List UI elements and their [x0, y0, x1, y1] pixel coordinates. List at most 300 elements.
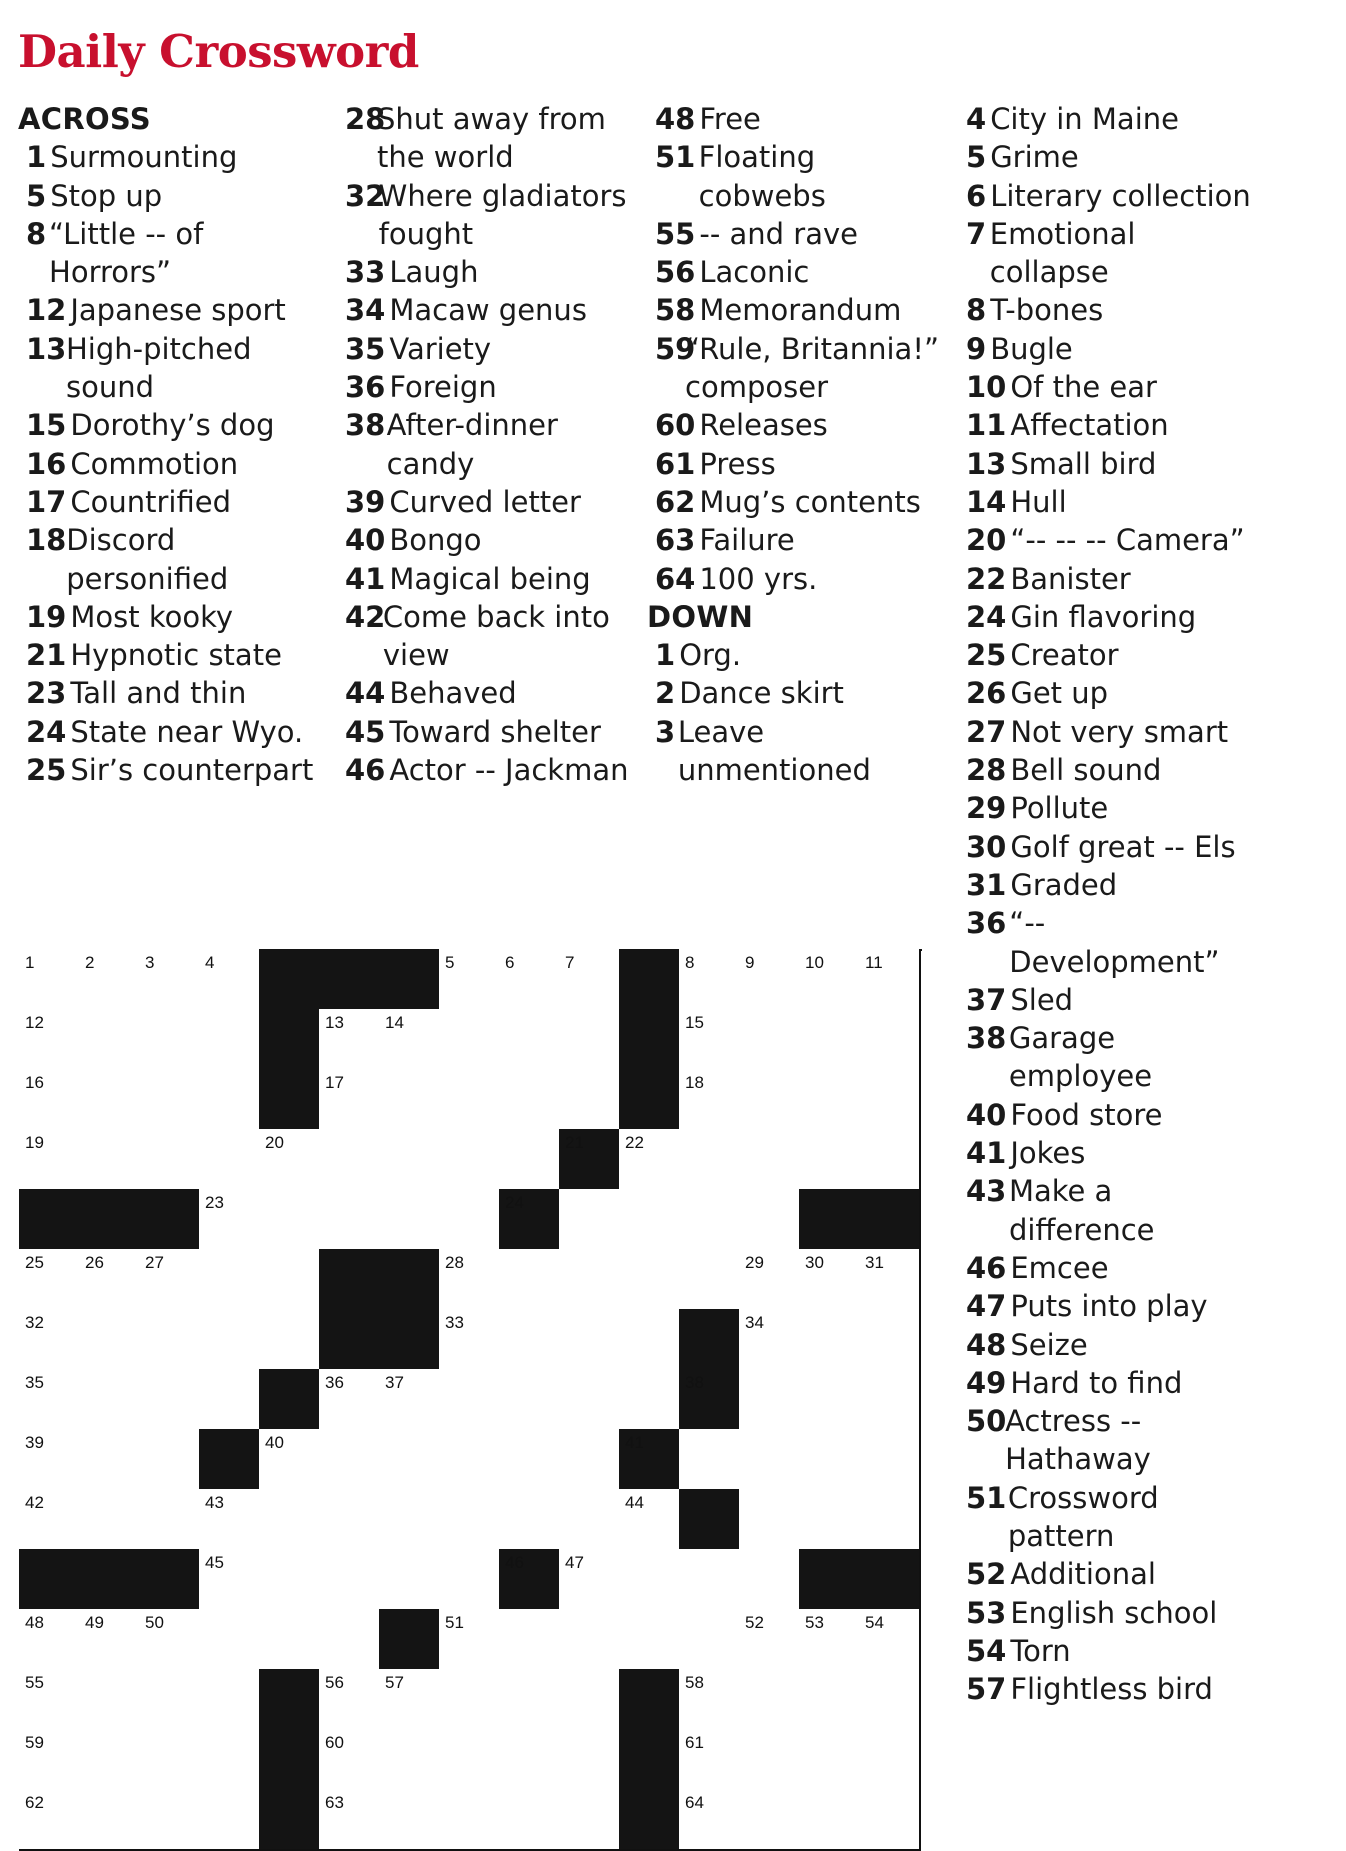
grid-cell[interactable] [559, 1189, 621, 1251]
grid-cell[interactable] [739, 1789, 801, 1851]
across-clue-24[interactable] [18, 713, 318, 751]
grid-cell[interactable] [139, 1729, 201, 1791]
grid-cell[interactable] [499, 1309, 561, 1371]
down-clue-27[interactable] [958, 713, 1258, 751]
grid-cell[interactable] [439, 1189, 501, 1251]
grid-cell[interactable] [259, 1309, 321, 1371]
grid-cell[interactable] [799, 1129, 861, 1191]
grid-cell[interactable] [139, 1069, 201, 1131]
grid-cell[interactable] [19, 1069, 81, 1131]
clue-number: 53 [966, 1595, 1007, 1630]
grid-cell[interactable] [679, 1549, 741, 1611]
across-clue-18[interactable] [18, 521, 318, 598]
down-clue-8[interactable] [958, 291, 1258, 329]
down-clue-24[interactable] [958, 598, 1258, 636]
grid-cell[interactable] [739, 1129, 801, 1191]
across-clue-12[interactable] [18, 291, 318, 329]
grid-cell[interactable] [379, 1789, 441, 1851]
across-clue-33[interactable] [337, 253, 637, 291]
grid-cell[interactable] [79, 1309, 141, 1371]
grid-cell[interactable] [319, 1669, 381, 1731]
grid-cell[interactable] [859, 1669, 921, 1731]
grid-cell[interactable] [319, 1069, 381, 1131]
down-clue-52[interactable] [958, 1555, 1258, 1593]
grid-cell[interactable] [19, 1309, 81, 1371]
down-clue-51[interactable] [958, 1479, 1258, 1556]
grid-cell[interactable] [319, 1369, 381, 1431]
grid-cell[interactable] [559, 1429, 621, 1491]
down-clue-14[interactable] [958, 483, 1258, 521]
grid-cell[interactable] [559, 1549, 621, 1611]
black-square [619, 1789, 681, 1851]
grid-cell[interactable] [139, 1369, 201, 1431]
grid-cell[interactable] [79, 1249, 141, 1311]
grid-cell[interactable] [259, 1249, 321, 1311]
grid-cell[interactable] [739, 1549, 801, 1611]
grid-cell[interactable] [139, 949, 201, 1011]
clue-text: “-- Development” [1009, 906, 1220, 979]
grid-cell[interactable] [79, 949, 141, 1011]
grid-cell[interactable] [79, 1009, 141, 1071]
grid-cell[interactable] [499, 1069, 561, 1131]
across-clue-25[interactable] [18, 751, 318, 789]
across-clue-62[interactable] [647, 483, 947, 521]
down-clue-26[interactable] [958, 674, 1258, 712]
clue-column-3 [647, 100, 947, 789]
grid-cell[interactable] [799, 1369, 861, 1431]
grid-cell[interactable] [439, 1429, 501, 1491]
across-clue-5[interactable] [18, 177, 318, 215]
grid-cell[interactable] [679, 1669, 741, 1731]
across-clue-58[interactable] [647, 291, 947, 329]
grid-cell[interactable] [379, 1129, 441, 1191]
down-clue-47[interactable] [958, 1287, 1258, 1325]
grid-cell[interactable] [319, 1489, 381, 1551]
across-clue-16[interactable] [18, 445, 318, 483]
grid-cell[interactable] [139, 1129, 201, 1191]
cell-number: 55 [25, 1673, 44, 1692]
grid-cell[interactable] [679, 1129, 741, 1191]
grid-cell[interactable] [799, 1069, 861, 1131]
down-clue-22[interactable] [958, 560, 1258, 598]
grid-cell[interactable] [619, 1189, 681, 1251]
grid-cell[interactable] [19, 1129, 81, 1191]
grid-cell[interactable] [379, 1189, 441, 1251]
grid-cell[interactable] [799, 1609, 861, 1671]
grid-cell[interactable] [199, 1309, 261, 1371]
grid-cell[interactable] [439, 1369, 501, 1431]
grid-cell[interactable] [379, 1489, 441, 1551]
across-clue-39[interactable] [337, 483, 637, 521]
grid-cell[interactable] [739, 1189, 801, 1251]
grid-cell[interactable] [859, 1309, 921, 1371]
across-clue-64[interactable] [647, 560, 947, 598]
cell-number: 16 [25, 1073, 44, 1092]
grid-cell[interactable] [439, 1129, 501, 1191]
grid-cell[interactable] [859, 1609, 921, 1671]
grid-cell[interactable] [379, 1549, 441, 1611]
across-clue-36[interactable] [337, 368, 637, 406]
down-clue-7[interactable] [958, 215, 1258, 292]
grid-cell[interactable] [439, 1069, 501, 1131]
grid-cell[interactable] [739, 1729, 801, 1791]
clue-number: 61 [655, 446, 696, 481]
grid-cell[interactable] [859, 1129, 921, 1191]
down-clue-53[interactable] [958, 1594, 1258, 1632]
across-clue-13[interactable] [18, 330, 318, 407]
down-clue-11[interactable] [958, 406, 1258, 444]
grid-cell[interactable] [739, 1429, 801, 1491]
clue-number: 38 [345, 408, 386, 443]
grid-cell[interactable] [79, 1489, 141, 1551]
across-clue-32[interactable] [337, 177, 637, 254]
grid-cell[interactable] [199, 1369, 261, 1431]
grid-cell[interactable] [859, 1069, 921, 1131]
down-clue-48[interactable] [958, 1326, 1258, 1364]
grid-cell[interactable] [439, 1309, 501, 1371]
grid-cell[interactable] [679, 1189, 741, 1251]
clue-text: Countrified [70, 484, 231, 519]
grid-cell[interactable] [259, 1129, 321, 1191]
clue-number: 17 [26, 484, 67, 519]
across-clue-61[interactable] [647, 445, 947, 483]
grid-cell[interactable] [259, 1609, 321, 1671]
grid-cell[interactable] [679, 1249, 741, 1311]
grid-cell[interactable] [739, 1609, 801, 1671]
grid-cell[interactable] [859, 1369, 921, 1431]
grid-cell[interactable] [499, 1669, 561, 1731]
grid-cell[interactable] [559, 1729, 621, 1791]
grid-cell[interactable] [439, 1609, 501, 1671]
grid-cell[interactable] [139, 1669, 201, 1731]
grid-cell[interactable] [319, 1729, 381, 1791]
grid-cell[interactable] [19, 1669, 81, 1731]
grid-cell[interactable] [259, 1429, 321, 1491]
grid-cell[interactable] [439, 1549, 501, 1611]
across-clue-51[interactable] [647, 138, 947, 215]
grid-cell[interactable] [139, 1309, 201, 1371]
down-clue-28[interactable] [958, 751, 1258, 789]
grid-cell[interactable] [499, 1129, 561, 1191]
clue-text: After-dinner candy [386, 408, 558, 481]
down-clue-54[interactable] [958, 1632, 1258, 1670]
down-clue-13[interactable] [958, 445, 1258, 483]
grid-cell[interactable] [739, 1069, 801, 1131]
grid-cell[interactable] [799, 1669, 861, 1731]
grid-cell[interactable] [739, 1669, 801, 1731]
grid-cell[interactable] [319, 1609, 381, 1671]
cell-number: 22 [625, 1133, 644, 1152]
down-clue-6[interactable] [958, 177, 1258, 215]
grid-cell[interactable] [859, 1489, 921, 1551]
across-clue-40[interactable] [337, 521, 637, 559]
grid-cell[interactable] [439, 1009, 501, 1071]
clue-text: Commotion [70, 446, 239, 481]
grid-cell[interactable] [79, 1609, 141, 1671]
across-clue-1[interactable] [18, 138, 318, 176]
grid-cell[interactable] [139, 1249, 201, 1311]
grid-cell[interactable] [19, 949, 81, 1011]
grid-cell[interactable] [739, 949, 801, 1011]
cell-number: 10 [805, 953, 824, 972]
grid-cell[interactable] [799, 1249, 861, 1311]
down-clue-36[interactable] [958, 904, 1258, 981]
down-clue-40[interactable] [958, 1096, 1258, 1134]
grid-cell[interactable] [499, 1369, 561, 1431]
down-clue-46[interactable] [958, 1249, 1258, 1287]
across-clue-56[interactable] [647, 253, 947, 291]
grid-cell[interactable] [199, 1009, 261, 1071]
clue-number: 48 [655, 102, 696, 136]
down-clue-50[interactable] [958, 1402, 1258, 1479]
across-clue-59[interactable] [647, 330, 947, 407]
grid-cell[interactable] [799, 1789, 861, 1851]
grid-cell[interactable] [379, 1729, 441, 1791]
grid-cell[interactable] [439, 1669, 501, 1731]
across-clue-8[interactable] [18, 215, 318, 292]
down-clue-38[interactable] [958, 1019, 1258, 1096]
grid-cell[interactable] [859, 1729, 921, 1791]
grid-cell[interactable] [139, 1789, 201, 1851]
grid-cell[interactable] [559, 1249, 621, 1311]
grid-cell[interactable] [499, 949, 561, 1011]
across-clue-63[interactable] [647, 521, 947, 559]
down-clue-25[interactable] [958, 636, 1258, 674]
grid-cell[interactable] [799, 1009, 861, 1071]
grid-cell[interactable] [439, 1789, 501, 1851]
grid-cell[interactable] [259, 1549, 321, 1611]
grid-cell[interactable] [19, 1429, 81, 1491]
grid-cell[interactable] [319, 1429, 381, 1491]
cell-number: 14 [385, 1013, 404, 1032]
down-clue-43[interactable] [958, 1172, 1258, 1249]
grid-cell[interactable] [19, 1369, 81, 1431]
across-clue-23[interactable] [18, 674, 318, 712]
down-clue-57[interactable] [958, 1670, 1258, 1708]
grid-cell[interactable] [859, 1009, 921, 1071]
grid-cell[interactable] [499, 1609, 561, 1671]
grid-cell[interactable] [559, 1609, 621, 1671]
grid-cell[interactable] [379, 1009, 441, 1071]
grid-cell[interactable] [559, 1489, 621, 1551]
down-clue-1[interactable] [647, 636, 947, 674]
grid-cell[interactable] [139, 1429, 201, 1491]
grid-cell[interactable] [199, 1069, 261, 1131]
grid-cell[interactable] [139, 1009, 201, 1071]
clue-text: Get up [1010, 676, 1109, 711]
grid-cell[interactable] [799, 1489, 861, 1551]
grid-cell[interactable] [199, 1789, 261, 1851]
grid-cell[interactable] [619, 1249, 681, 1311]
grid-cell[interactable] [199, 1249, 261, 1311]
grid-cell[interactable] [319, 1789, 381, 1851]
grid-cell[interactable] [79, 1369, 141, 1431]
grid-cell[interactable] [499, 1489, 561, 1551]
down-clue-5[interactable] [958, 138, 1258, 176]
grid-cell[interactable] [559, 1309, 621, 1371]
down-clue-37[interactable] [958, 981, 1258, 1019]
across-clue-41[interactable] [337, 560, 637, 598]
grid-cell[interactable] [199, 1609, 261, 1671]
grid-cell[interactable] [199, 1129, 261, 1191]
across-clue-60[interactable] [647, 406, 947, 444]
grid-cell[interactable] [19, 1609, 81, 1671]
cell-number: 19 [25, 1133, 44, 1152]
grid-cell[interactable] [79, 1069, 141, 1131]
grid-cell[interactable] [679, 949, 741, 1011]
grid-cell[interactable] [799, 949, 861, 1011]
down-clue-3[interactable] [647, 713, 947, 790]
down-clue-49[interactable] [958, 1364, 1258, 1402]
grid-cell[interactable] [619, 1309, 681, 1371]
down-clue-30[interactable] [958, 828, 1258, 866]
clue-text: Bugle [990, 331, 1073, 366]
across-clue-34[interactable] [337, 291, 637, 329]
cell-number: 33 [445, 1313, 464, 1332]
grid-cell[interactable] [679, 1069, 741, 1131]
grid-cell[interactable] [439, 1729, 501, 1791]
across-clue-48[interactable] [647, 100, 947, 138]
page-title: Daily Crossword [18, 25, 419, 78]
across-clue-45[interactable] [337, 713, 637, 751]
grid-cell[interactable] [799, 1309, 861, 1371]
grid-cell[interactable] [319, 1189, 381, 1251]
grid-cell[interactable] [859, 949, 921, 1011]
clue-number: 7 [966, 216, 987, 251]
clue-number: 38 [966, 1021, 1007, 1056]
grid-cell[interactable] [319, 1549, 381, 1611]
grid-cell[interactable] [139, 1489, 201, 1551]
grid-cell[interactable] [559, 1789, 621, 1851]
down-clue-31[interactable] [958, 866, 1258, 904]
grid-cell[interactable] [619, 1129, 681, 1191]
down-clue-9[interactable] [958, 330, 1258, 368]
grid-cell[interactable] [79, 1129, 141, 1191]
across-clue-44[interactable] [337, 674, 637, 712]
grid-cell[interactable] [379, 1369, 441, 1431]
down-clue-10[interactable] [958, 368, 1258, 406]
black-square [259, 1789, 321, 1851]
grid-cell[interactable] [79, 1789, 141, 1851]
grid-cell[interactable] [739, 1009, 801, 1071]
grid-cell[interactable] [379, 1429, 441, 1491]
grid-cell[interactable] [19, 1009, 81, 1071]
grid-cell[interactable] [799, 1429, 861, 1491]
grid-cell[interactable] [499, 1009, 561, 1071]
grid-cell[interactable] [619, 1489, 681, 1551]
grid-cell[interactable] [19, 1789, 81, 1851]
grid-cell[interactable] [559, 1069, 621, 1131]
down-clue-2[interactable] [647, 674, 947, 712]
grid-cell[interactable] [259, 1189, 321, 1251]
grid-cell[interactable] [559, 1009, 621, 1071]
grid-cell[interactable] [859, 1249, 921, 1311]
grid-cell[interactable] [559, 1669, 621, 1731]
black-square [619, 1729, 681, 1791]
grid-cell[interactable] [679, 1789, 741, 1851]
clue-number: 50 [966, 1404, 1007, 1439]
grid-cell[interactable] [739, 1369, 801, 1431]
grid-cell[interactable] [439, 949, 501, 1011]
across-clue-21[interactable] [18, 636, 318, 674]
grid-cell[interactable] [199, 1189, 261, 1251]
grid-cell[interactable] [439, 1249, 501, 1311]
down-clue-41[interactable] [958, 1134, 1258, 1172]
across-clue-28[interactable] [337, 100, 637, 177]
grid-cell[interactable] [739, 1249, 801, 1311]
grid-cell[interactable] [799, 1729, 861, 1791]
across-clue-15[interactable] [18, 406, 318, 444]
grid-cell[interactable] [79, 1729, 141, 1791]
across-clue-55[interactable] [647, 215, 947, 253]
grid-cell[interactable] [679, 1009, 741, 1071]
grid-cell[interactable] [739, 1489, 801, 1551]
down-clue-4[interactable] [958, 100, 1258, 138]
grid-cell[interactable] [439, 1489, 501, 1551]
across-clue-42[interactable] [337, 598, 637, 675]
grid-cell[interactable] [199, 1669, 261, 1731]
grid-cell[interactable] [19, 1489, 81, 1551]
across-clue-19[interactable] [18, 598, 318, 636]
across-clue-35[interactable] [337, 330, 637, 368]
black-square [679, 1489, 741, 1551]
grid-cell[interactable] [259, 1489, 321, 1551]
grid-cell[interactable] [199, 1729, 261, 1791]
grid-cell[interactable] [499, 1429, 561, 1491]
across-clue-17[interactable] [18, 483, 318, 521]
grid-cell[interactable] [679, 1429, 741, 1491]
grid-cell[interactable] [379, 1669, 441, 1731]
grid-cell[interactable] [79, 1429, 141, 1491]
grid-cell[interactable] [859, 1789, 921, 1851]
grid-cell[interactable] [79, 1669, 141, 1731]
grid-cell[interactable] [559, 1369, 621, 1431]
grid-cell[interactable] [679, 1609, 741, 1671]
grid-cell[interactable] [499, 1249, 561, 1311]
grid-cell[interactable] [739, 1309, 801, 1371]
grid-cell[interactable] [319, 1129, 381, 1191]
cell-number: 54 [865, 1613, 884, 1632]
black-square [139, 1549, 201, 1611]
grid-cell[interactable] [199, 949, 261, 1011]
clue-number: 49 [966, 1365, 1007, 1400]
black-square [319, 949, 381, 1011]
across-clue-38[interactable] [337, 406, 637, 483]
grid-cell[interactable] [559, 949, 621, 1011]
grid-cell[interactable] [859, 1429, 921, 1491]
down-clue-20[interactable] [958, 521, 1258, 559]
down-clue-29[interactable] [958, 789, 1258, 827]
across-clue-46[interactable] [337, 751, 637, 789]
grid-cell[interactable] [499, 1789, 561, 1851]
grid-cell[interactable] [199, 1489, 261, 1551]
grid-cell[interactable] [319, 1009, 381, 1071]
grid-cell[interactable] [619, 1609, 681, 1671]
grid-cell[interactable] [679, 1729, 741, 1791]
grid-cell[interactable] [499, 1729, 561, 1791]
grid-cell[interactable] [619, 1549, 681, 1611]
clue-number: 56 [655, 255, 696, 290]
grid-cell[interactable] [199, 1549, 261, 1611]
clue-text: Banister [1010, 561, 1131, 596]
cell-number: 6 [505, 953, 515, 972]
grid-cell[interactable] [379, 1069, 441, 1131]
grid-cell[interactable] [619, 1369, 681, 1431]
grid-cell[interactable] [19, 1729, 81, 1791]
grid-cell[interactable] [19, 1249, 81, 1311]
clue-text: Bongo [389, 523, 482, 558]
grid-cell[interactable] [139, 1609, 201, 1671]
